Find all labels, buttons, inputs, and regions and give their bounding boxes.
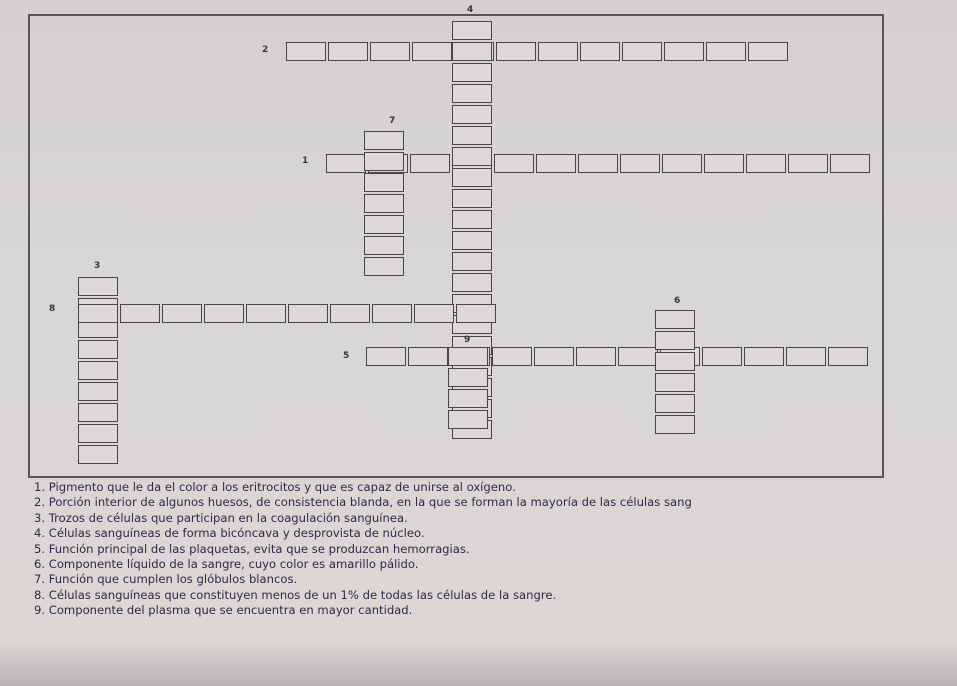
clue-3: 3. Trozos de células que participan en la coagulación sanguínea. [34, 510, 408, 525]
crossword-cell[interactable] [578, 154, 618, 173]
clue-number-3: 3 [94, 261, 101, 271]
crossword-cell[interactable] [655, 415, 695, 434]
crossword-cell[interactable] [534, 347, 574, 366]
crossword-cell[interactable] [78, 277, 118, 296]
crossword-cell[interactable] [620, 154, 660, 173]
crossword-cell[interactable] [452, 21, 492, 40]
crossword-cell[interactable] [662, 154, 702, 173]
crossword-cell[interactable] [622, 42, 662, 61]
crossword-cell[interactable] [448, 410, 488, 429]
crossword-cell[interactable] [412, 42, 452, 61]
crossword-cell[interactable] [370, 42, 410, 61]
clue-list [34, 480, 957, 619]
crossword-cell[interactable] [452, 168, 492, 187]
crossword-cell[interactable] [162, 304, 202, 323]
crossword-cell[interactable] [452, 189, 492, 208]
crossword-cell[interactable] [452, 42, 492, 61]
crossword-cell[interactable] [452, 252, 492, 271]
crossword-cell[interactable] [78, 403, 118, 422]
crossword-cell[interactable] [748, 42, 788, 61]
crossword-cell[interactable] [204, 304, 244, 323]
crossword-cell[interactable] [536, 154, 576, 173]
crossword-cell[interactable] [330, 304, 370, 323]
clue-5: 5. Función principal de las plaquetas, evita que se produzcan hemorragias. [34, 541, 470, 556]
clue-7: 7. Función que cumplen los glóbulos blancos. [34, 572, 298, 587]
clue-number-5: 5 [343, 351, 350, 361]
crossword-cell[interactable] [452, 147, 492, 166]
crossword-cell[interactable] [828, 347, 868, 366]
crossword-cell[interactable] [456, 304, 496, 323]
crossword-cell[interactable] [452, 84, 492, 103]
crossword-cell[interactable] [288, 304, 328, 323]
crossword-cell[interactable] [448, 347, 488, 366]
clue-number-4: 4 [467, 5, 474, 15]
crossword-cell[interactable] [452, 210, 492, 229]
crossword-cell[interactable] [618, 347, 658, 366]
clue-2: 2. Porción interior de algunos huesos, de consistencia blanda, en la que se forman la mayoría de las células sang [34, 495, 692, 510]
crossword-cell[interactable] [655, 310, 695, 329]
crossword-cell[interactable] [448, 389, 488, 408]
crossword-cell[interactable] [448, 368, 488, 387]
crossword-cell[interactable] [746, 154, 786, 173]
crossword-cell[interactable] [364, 173, 404, 192]
crossword-cell[interactable] [78, 304, 118, 323]
crossword-cell[interactable] [120, 304, 160, 323]
crossword-cell[interactable] [408, 347, 448, 366]
crossword-cell[interactable] [655, 352, 695, 371]
crossword-cell[interactable] [452, 231, 492, 250]
crossword-cell[interactable] [414, 304, 454, 323]
crossword-cell[interactable] [78, 445, 118, 464]
crossword-cell[interactable] [788, 154, 828, 173]
crossword-cell[interactable] [246, 304, 286, 323]
clue-number-8: 8 [49, 304, 56, 314]
crossword-cell[interactable] [580, 42, 620, 61]
crossword-cell[interactable] [328, 42, 368, 61]
clue-1: 1. Pigmento que le da el color a los eritrocitos y que es capaz de unirse al oxígeno. [34, 480, 516, 494]
crossword-cell[interactable] [492, 347, 532, 366]
clue-4: 4. Células sanguíneas de forma bicóncava y desprovista de núcleo. [34, 526, 425, 541]
crossword-cell[interactable] [706, 42, 746, 61]
clue-number-2: 2 [262, 45, 269, 55]
crossword-cell[interactable] [326, 154, 366, 173]
crossword-cell[interactable] [452, 126, 492, 145]
crossword-cell[interactable] [364, 131, 404, 150]
clue-number-9: 9 [464, 335, 471, 345]
crossword-cell[interactable] [494, 154, 534, 173]
crossword-cell[interactable] [576, 347, 616, 366]
crossword-cell[interactable] [364, 194, 404, 213]
crossword-cell[interactable] [496, 42, 536, 61]
crossword-cell[interactable] [410, 154, 450, 173]
photo-shadow [0, 640, 957, 686]
crossword-cell[interactable] [744, 347, 784, 366]
crossword-cell[interactable] [78, 361, 118, 380]
clue-number-7: 7 [389, 116, 396, 126]
crossword-cell[interactable] [452, 105, 492, 124]
crossword-cell[interactable] [452, 63, 492, 82]
clue-9: 9. Componente del plasma que se encuentra en mayor cantidad. [34, 603, 413, 618]
crossword-cell[interactable] [286, 42, 326, 61]
clue-number-1: 1 [302, 156, 309, 166]
crossword-cell[interactable] [78, 424, 118, 443]
crossword-cell[interactable] [538, 42, 578, 61]
crossword-cell[interactable] [364, 152, 404, 171]
crossword-cell[interactable] [452, 273, 492, 292]
crossword-cell[interactable] [366, 347, 406, 366]
crossword-cell[interactable] [364, 257, 404, 276]
crossword-cell[interactable] [830, 154, 870, 173]
crossword-cell[interactable] [78, 382, 118, 401]
clue-6: 6. Componente líquido de la sangre, cuyo color es amarillo pálido. [34, 557, 419, 572]
crossword-cell[interactable] [364, 236, 404, 255]
crossword-cell[interactable] [372, 304, 412, 323]
clue-number-6: 6 [674, 296, 681, 306]
crossword-cell[interactable] [655, 394, 695, 413]
crossword-cell[interactable] [364, 215, 404, 234]
crossword-cell[interactable] [78, 340, 118, 359]
crossword-cell[interactable] [664, 42, 704, 61]
crossword-cell[interactable] [704, 154, 744, 173]
crossword-cell[interactable] [655, 331, 695, 350]
crossword-cell[interactable] [702, 347, 742, 366]
crossword-cell[interactable] [786, 347, 826, 366]
crossword-cell[interactable] [655, 373, 695, 392]
clue-8: 8. Células sanguíneas que constituyen menos de un 1% de todas las células de la sangre. [34, 587, 557, 602]
